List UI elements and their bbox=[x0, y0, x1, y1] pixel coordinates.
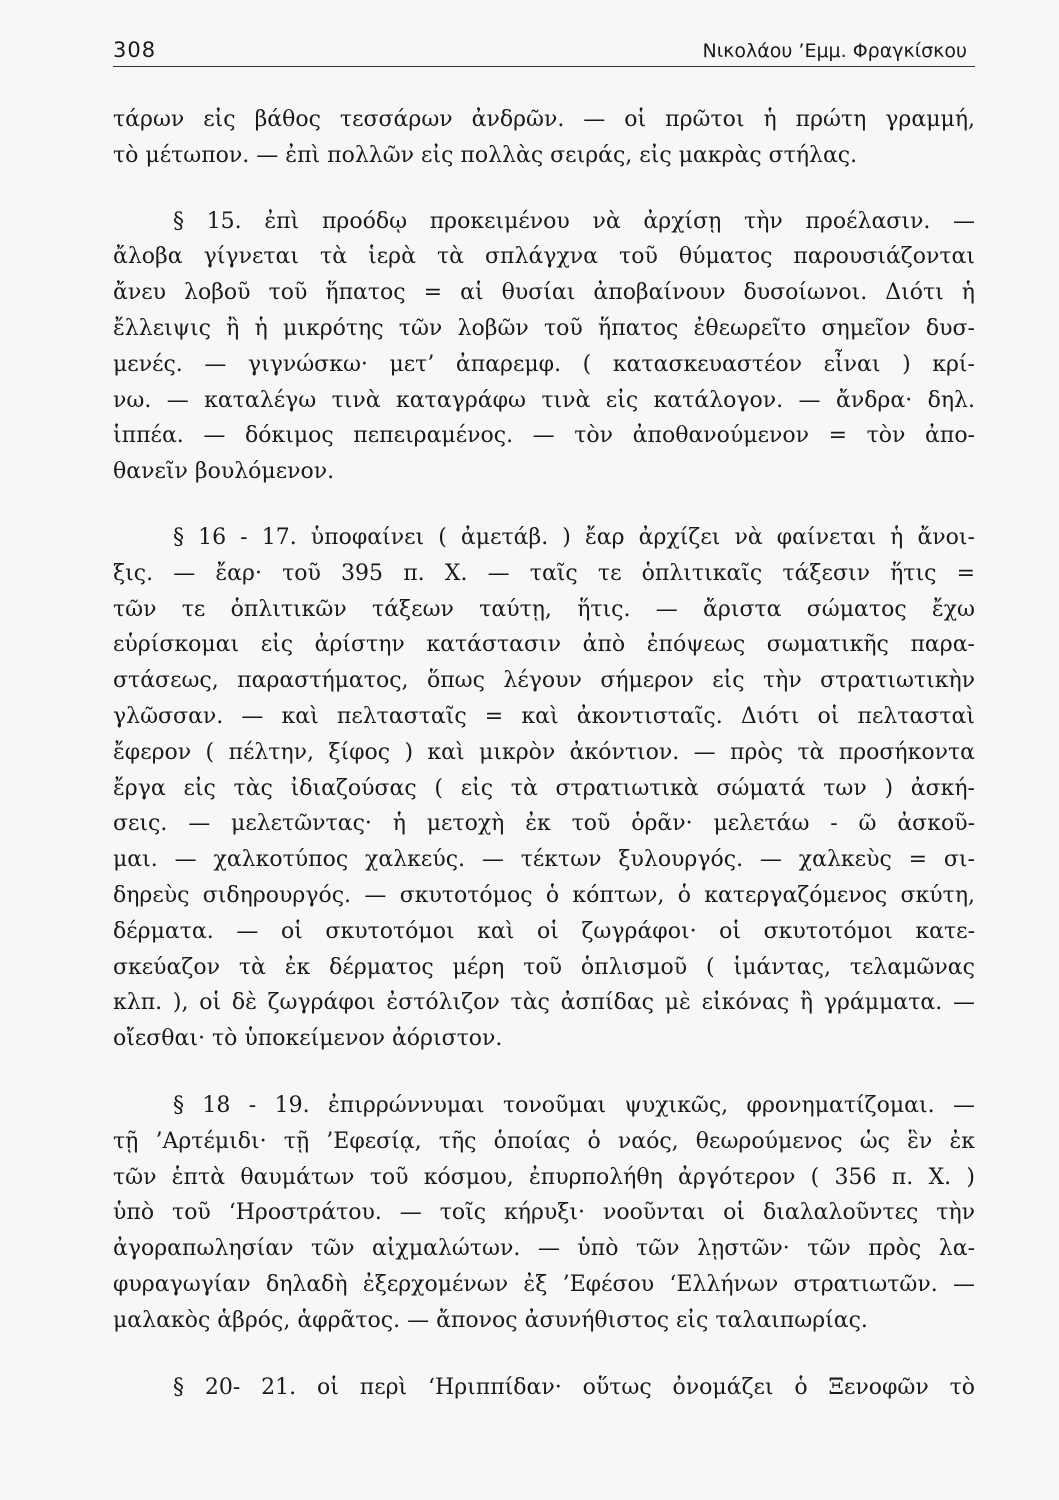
text-line: μαλακὸς ἁβρός, ἁφρᾶτος. — ἄπονος ἀσυνήθιστος εἰς ταλαιπωρίας. bbox=[113, 1307, 868, 1333]
text-line: εὑρίσκομαι εἰς ἀρίστην κατάστασιν ἀπὸ ἐπόψεως σωματικῆς παρα- bbox=[113, 632, 975, 658]
text-line: δέρματα. — οἱ σκυτοτόμοι καὶ οἱ ζωγράφοι· οἱ σκυτοτόμοι κατε- bbox=[113, 918, 975, 944]
text-line: ἄνευ λοβοῦ τοῦ ἥπατος = αἱ θυσίαι ἀποβαίνουν δυσοίωνοι. Διότι ἡ bbox=[113, 280, 975, 306]
commentary-text bbox=[113, 102, 975, 1405]
text-line: ἀγοραπωλησίαν τῶν αἰχμαλώτων. — ὑπὸ τῶν λῃστῶν· τῶν πρὸς λα- bbox=[113, 1236, 975, 1262]
text-line: τῶν ἑπτὰ θαυμάτων τοῦ κόσμου, ἐπυρπολήθη ἀργότερον ( 356 π. Χ. ) bbox=[113, 1164, 975, 1190]
page-number: 308 bbox=[113, 38, 157, 62]
text-line: ἄλοβα γίγνεται τὰ ἱερὰ τὰ σπλάγχνα τοῦ θύματος παρουσιάζονται bbox=[113, 244, 975, 270]
text-line: νω. — καταλέγω τινὰ καταγράφω τινὰ εἰς κατάλογον. — ἄνδρα· δηλ. bbox=[113, 387, 975, 413]
text-line: ἔργα εἰς τὰς ἰδιαζούσας ( εἰς τὰ στρατιωτικὰ σώματά των ) ἀσκή- bbox=[113, 775, 975, 801]
text-line: σεις. — μελετῶντας· ἡ μετοχὴ ἐκ τοῦ ὁρᾶν· μελετάω - ῶ ἀσκοῦ- bbox=[113, 811, 975, 837]
text-line: τάρων εἰς βάθος τεσσάρων ἀνδρῶν. — οἱ πρῶτοι ἡ πρώτη γραμμή, bbox=[113, 107, 975, 132]
text-line: σκεύαζον τὰ ἐκ δέρματος μέρη τοῦ ὁπλισμοῦ ( ἱμάντας, τελαμῶνας bbox=[113, 954, 975, 980]
section-heading-line: § 20- 21. οἱ περὶ ‘Ηριππίδαν· οὕτως ὀνομάζει ὁ Ξενοφῶν τὸ bbox=[173, 1374, 975, 1400]
text-line: ξις. — ἔαρ· τοῦ 395 π. Χ. — ταῖς τε ὁπλιτικαῖς τάξεσιν ἥτις = bbox=[113, 560, 975, 586]
text-line: γλῶσσαν. — καὶ πελτασταῖς = καὶ ἀκοντισταῖς. Διότι οἱ πελτασταὶ bbox=[113, 703, 975, 729]
text-line: κλπ. ), οἱ δὲ ζωγράφοι ἐστόλιζον τὰς ἀσπίδας μὲ εἰκόνας ἢ γράμματα. — bbox=[113, 990, 975, 1016]
text-line: ἔφερον ( πέλτην, ξίφος ) καὶ μικρὸν ἀκόντιον. — πρὸς τὰ προσήκοντα bbox=[113, 739, 975, 765]
text-line: τὸ μέτωπον. — ἐπὶ πολλῶν εἰς πολλὰς σειράς, εἰς μακρὰς στήλας. bbox=[113, 142, 858, 168]
text-line: ἔλλειψις ἢ ἡ μικρότης τῶν λοβῶν τοῦ ἥπατος ἐθεωρεῖτο σημεῖον δυσ- bbox=[113, 315, 975, 341]
running-head: Νικολάου ’Εμμ. Φραγκίσκου bbox=[702, 40, 967, 62]
text-line: τῇ ’Αρτέμιδι· τῇ ’Εφεσίᾳ, τῆς ὁποίας ὁ ναός, θεωρούμενος ὡς ἓν ἐκ bbox=[113, 1128, 975, 1154]
text-line: στάσεως, παραστήματος, ὅπως λέγουν σήμερον εἰς τὴν στρατιωτικὴν bbox=[113, 668, 975, 694]
text-line: ἱππέα. — δόκιμος πεπειραμένος. — τὸν ἀποθανούμενον = τὸν ἀπο- bbox=[113, 423, 975, 449]
page-header bbox=[113, 30, 975, 67]
section-heading-line: § 18 - 19. ἐπιρρώννυμαι τονοῦμαι ψυχικῶς, φρονηματίζομαι. — bbox=[173, 1092, 975, 1118]
text-line: ὑπὸ τοῦ ‘Ηροστράτου. — τοῖς κήρυξι· νοοῦνται οἱ διαλαλοῦντες τὴν bbox=[113, 1200, 975, 1226]
text-line: δηρεὺς σιδηρουργός. — σκυτοτόμος ὁ κόπτων, ὁ κατεργαζόμενος σκύτη, bbox=[113, 882, 975, 908]
text-line: θανεῖν βουλόμενον. bbox=[113, 459, 335, 485]
text-line: τῶν τε ὁπλιτικῶν τάξεων ταύτῃ, ἥτις. — ἄριστα σώματος ἔχω bbox=[113, 596, 975, 622]
text-line: μαι. — χαλκοτύπος χαλκεύς. — τέκτων ξυλουργός. — χαλκεὺς = σι- bbox=[113, 847, 975, 873]
section-heading-line: § 15. ἐπὶ προόδῳ προκειμένου νὰ ἀρχίσῃ τὴν προέλασιν. — bbox=[173, 208, 975, 234]
text-line: μενές. — γιγνώσκω· μετ’ ἀπαρεμφ. ( κατασκευαστέον εἶναι ) κρί- bbox=[113, 351, 975, 377]
text-line: φυραγωγίαν δηλαδὴ ἐξερχομένων ἐξ ’Εφέσου ‘Ελλήνων στρατιωτῶν. — bbox=[113, 1271, 975, 1297]
section-heading-line: § 16 - 17. ὑποφαίνει ( ἀμετάβ. ) ἔαρ ἀρχίζει νὰ φαίνεται ἡ ἄνοι- bbox=[173, 524, 975, 550]
text-line: οἴεσθαι· τὸ ὑποκείμενον ἀόριστον. bbox=[113, 1026, 503, 1052]
